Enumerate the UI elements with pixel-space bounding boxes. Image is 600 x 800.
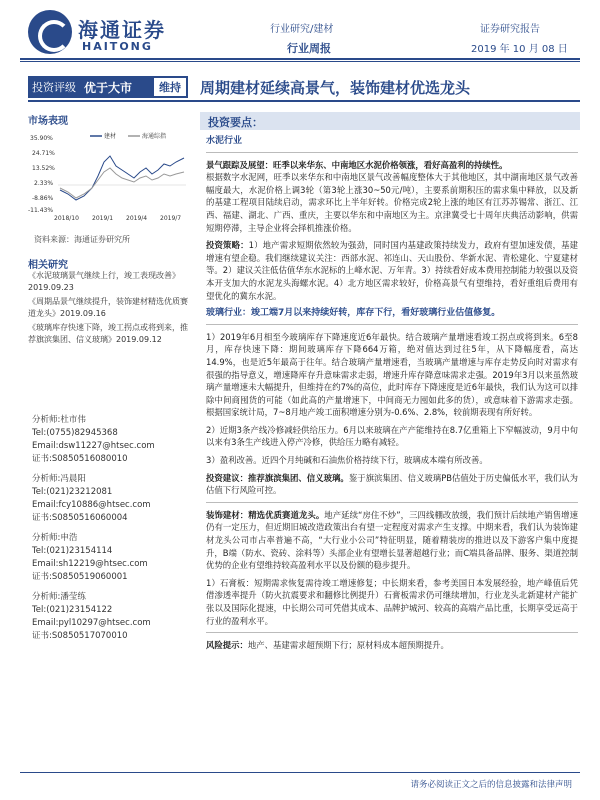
analyst-email[interactable]: Email:sh12219@htsec.com xyxy=(32,559,148,569)
paragraph-text: 地产、基建需求超预期下行；原材料成本超预期提升。 xyxy=(247,640,449,651)
page-title: 周期建材延续高景气，装饰建材优选龙头 xyxy=(200,79,471,97)
paragraph xyxy=(206,159,578,235)
investment-points-header xyxy=(200,112,580,130)
rating-bar xyxy=(28,76,188,98)
related-item[interactable]: 《玻璃库存快速下降，竣工拐点或将到来，推荐旗滨集团、信义玻璃》2019.09.12 xyxy=(28,323,188,344)
paragraph-text: 根据数字水泥网，旺季以来华东和中南地区景气改善幅度整体大于其他地区，其中湖南地区景气改善幅度最大，水泥价格上调3轮（第3轮上涨30~50元/吨），主要系前期积压的需求集中释放，以及新的基建工程项目陆续启动，需求环比上半年好转。价格完成2轮上涨的地区有江苏苏锡常、浙江、江西、福建、湖北、广西、重庆，主要以华东和中南地区为主。京津冀受七十周年庆典活动影响，供需短期停滞，主导企业将会择机推涨价格。 xyxy=(206,172,578,233)
chart-yticks xyxy=(28,135,55,214)
section-cement: 水泥行业 xyxy=(206,136,243,146)
analyst-tel: Tel:(021)23154114 xyxy=(32,546,113,556)
market-chart xyxy=(28,128,188,223)
market-performance-title: 市场表现 xyxy=(28,116,68,127)
paragraph xyxy=(206,509,578,572)
analyst-tel: Tel:(0755)82945368 xyxy=(32,428,118,438)
analyst-email[interactable]: Email:dsw11227@htsec.com xyxy=(32,441,155,451)
analyst-cert: 证书:S0850516060004 xyxy=(32,513,128,523)
related-item[interactable]: 《周期品景气继续提升，装饰建材精选优质赛道龙头》2019.09.16 xyxy=(28,297,188,318)
ytick-5: -11.43% xyxy=(28,207,54,214)
company-logo xyxy=(28,10,188,60)
related-item[interactable]: 《水泥玻璃景气继续上行，竣工表现改善》2019.09.23 xyxy=(28,271,180,292)
logo-en-text: HAITONG xyxy=(82,40,153,53)
series-composite-index xyxy=(60,168,184,198)
report-category: 证券研究报告 xyxy=(480,24,540,35)
footer-disclaimer: 请务必阅读正文之后的信息披露和法律声明 xyxy=(410,780,572,790)
rating-value: 优于大市 xyxy=(84,80,133,95)
chart-legend xyxy=(90,132,166,140)
analyst-name: 分析师:杜市伟 xyxy=(32,415,86,425)
analyst-cert: 证书:S0850516080010 xyxy=(32,454,128,464)
paragraph-lead: 装饰建材：精选优质赛道龙头。 xyxy=(206,509,325,520)
industry-label: 行业研究/建材 xyxy=(270,24,334,35)
ytick-3: 2.33% xyxy=(34,180,54,187)
chart-xticks xyxy=(54,215,181,222)
title-divider xyxy=(28,100,580,102)
report-type: 行业周报 xyxy=(287,42,331,55)
investment-points-title: 投资要点： xyxy=(208,116,263,129)
analyst-tel: Tel:(021)23154122 xyxy=(32,605,113,615)
analyst-cert: 证书:S0850517070010 xyxy=(32,631,128,641)
analyst-list xyxy=(32,414,192,643)
paragraph-lead: 投资策略： xyxy=(206,240,249,251)
paragraph xyxy=(206,639,578,652)
paragraph: 1）2019年6月相至今玻璃库存下降速度近6年最快。结合玻璃产量增速看竣工拐点或将到来。6至8月，库存快速下降：期间玻璃库存下降664万箱，绝对值达到过往5年，从下降幅度看，高达14.9%，也是近5年最高于往年。结合玻璃产量增速看，当玻璃产量增速与库存走势反向时对需求有很强的指导意义，增速降库存升意味需求走弱，增速升库存降意味需求走强。2019年3月以来虽然玻璃产量增速未大幅提升，但维持在约7%的高位，此时库存下降速度是近6年最快，我们认为这可以排除中间商囤货的可能（如此高的产量增速下，中间商无力囤如此多的货），或意味着下游需求走强。根据国家统计局，7~8月地产竣工面积增速分别为-0.6%、2.8%，较前期表现有所好转。 xyxy=(206,331,578,418)
analyst-email[interactable]: Email:fcy10886@htsec.com xyxy=(32,500,151,510)
analyst-tel: Tel:(021)23212081 xyxy=(32,487,113,497)
ytick-2: 13.52% xyxy=(32,165,55,172)
paragraph-text: 1）地产需求短期依然较为强劲，同时国内基建政策持续发力，政府有望加速发债，基建增速有望企稳。我们继续建议关注：西部水泥、祁连山、天山股份、华新水泥、青松建化、宁夏建材等。2）建议关注低估值华东水泥标的上峰水泥、万年青。3）持续看好成本费用控制能力较强以及资本开支加大的水泥龙头海螺水泥。4）北方地区需求较好，价格高景气有望维持，看好重组后费用有望优化的冀东水泥。 xyxy=(206,240,579,301)
rating-label: 投资评级 xyxy=(32,81,76,94)
paragraph xyxy=(206,472,578,497)
analyst-name: 分析师:申浩 xyxy=(32,533,78,543)
related-research-title: 相关研究 xyxy=(28,260,68,271)
logo-cn-text: 海通证券 xyxy=(78,18,166,42)
ytick-0: 35.90% xyxy=(30,135,53,142)
paragraph-lead: 投资建议：推荐旗滨集团、信义玻璃。 xyxy=(206,472,349,483)
analyst-name: 分析师:冯晨阳 xyxy=(32,474,86,484)
section-divider xyxy=(206,502,578,503)
related-research-list xyxy=(28,270,193,348)
section-divider xyxy=(206,152,578,153)
xtick-1: 2019/1 xyxy=(92,215,114,222)
report-body xyxy=(206,135,578,657)
rating-keep-badge: 维持 xyxy=(154,78,186,96)
analyst-name: 分析师:潘莹练 xyxy=(32,592,86,602)
paragraph: 2）近期3条产线冷修减轻供给压力。6月以来玻璃在产产能维持在8.7亿重箱上下窄幅波动，9月中旬以来有3条生产线进入停产冷修，供给压力略有减轻。 xyxy=(206,424,578,448)
header-divider xyxy=(20,58,580,60)
report-date: 2019 年 10 月 08 日 xyxy=(471,44,568,55)
section-divider xyxy=(206,324,578,325)
analyst-cert: 证书:S0850519060001 xyxy=(32,572,128,582)
legend-label-1: 海通综指 xyxy=(142,133,167,140)
xtick-0: 2018/10 xyxy=(54,215,79,222)
paragraph: 3）盈利改善。近四个月纯碱和石油焦价格持续下行，玻璃成本端有所改善。 xyxy=(206,455,488,466)
section-divider xyxy=(206,632,578,633)
logo-mark-icon xyxy=(28,10,72,54)
footer-divider xyxy=(20,772,580,773)
xtick-2: 2019/4 xyxy=(126,215,148,222)
paragraph: 1）石膏板：短期需求恢复需待竣工增速修复；中长期来看，参考美国日本发展经验，地产峰值后凭借渗透率提升（防火抗震要求和翻修比例提升）石膏板需求仍可继续增加，行业龙头北新建材产能扩张以及国际化提速，中长期公司可凭借其成本、品牌护城河、较高的高端产品比重，长期享受远高于行业的盈利水平。 xyxy=(206,577,578,626)
paragraph-text: 地产延续“房住不炒”，三四线棚改放缓，我们预计后续地产销售增速仍有一定压力，但近期旧城改造政策出台有望一定程度对需求产生支撑。中期来看，我们认为装饰建材龙头公司市占率普遍不高，“大行业小公司”特征明显，随着精装房的推进以及下游客户集中度提升，B端（防水、瓷砖、涂料等）头部企业有望增长显著超越行业；而C端具备品牌、服务、渠道控制优势的企业有望维持较高盈利水平以及份额的稳步提升。 xyxy=(206,509,578,571)
paragraph-lead: 景气跟踪及展望：旺季以来华东、中南地区水泥价格领涨，看好高盈利的持续性。 xyxy=(206,159,508,170)
legend-label-0: 建材 xyxy=(104,133,117,140)
paragraph xyxy=(206,239,578,302)
chart-source: 资料来源：海通证券研究所 xyxy=(34,235,130,244)
analyst-email[interactable]: Email:pyl10297@htsec.com xyxy=(32,618,151,628)
section-glass: 玻璃行业：竣工端7月以来持续好转，库存下行，看好玻璃行业估值修复。 xyxy=(206,308,501,319)
header-divider-thin xyxy=(20,61,580,62)
xtick-3: 2019/7 xyxy=(160,215,182,222)
ytick-1: 24.71% xyxy=(32,150,55,157)
ytick-4: -8.86% xyxy=(32,195,54,202)
paragraph-lead: 风险提示： xyxy=(206,640,248,651)
paragraph-text: 鉴于旗滨集团、信义玻璃PB估值处于历史偏低水平，我们认为估值下行风险可控。 xyxy=(206,472,579,496)
